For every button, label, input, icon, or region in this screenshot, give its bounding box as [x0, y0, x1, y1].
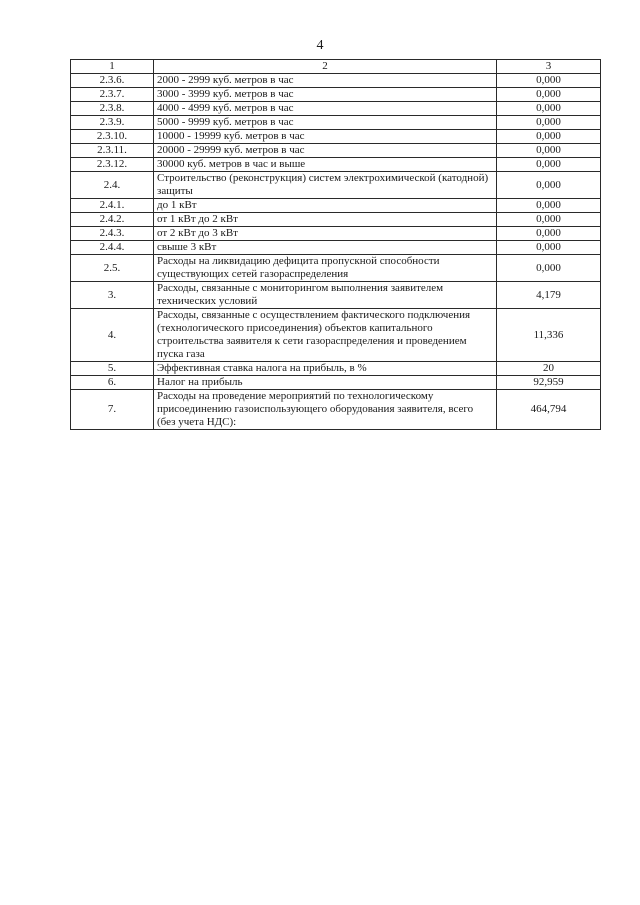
row-description: Расходы, связанные с мониторингом выполнения заявителем технических условий	[154, 282, 497, 309]
row-description: Эффективная ставка налога на прибыль, в %	[154, 362, 497, 376]
row-description: до 1 кВт	[154, 199, 497, 213]
row-number: 2.3.10.	[71, 130, 154, 144]
table-row	[71, 144, 601, 158]
table-row	[71, 102, 601, 116]
row-number: 3.	[71, 282, 154, 309]
table-row	[71, 390, 601, 430]
row-value: 92,959	[497, 376, 601, 390]
row-number: 2.4.3.	[71, 227, 154, 241]
table-row	[71, 255, 601, 282]
row-number: 5.	[71, 362, 154, 376]
row-description: 20000 - 29999 куб. метров в час	[154, 144, 497, 158]
row-value: 0,000	[497, 213, 601, 227]
tariff-table	[70, 59, 601, 430]
row-description: от 2 кВт до 3 кВт	[154, 227, 497, 241]
row-description: Налог на прибыль	[154, 376, 497, 390]
table-row	[71, 376, 601, 390]
row-value: 0,000	[497, 255, 601, 282]
row-value: 0,000	[497, 116, 601, 130]
row-number: 6.	[71, 376, 154, 390]
row-value: 0,000	[497, 88, 601, 102]
table-header-row	[71, 60, 601, 74]
column-header-1: 1	[71, 60, 154, 74]
table-row	[71, 241, 601, 255]
row-number: 2.5.	[71, 255, 154, 282]
table-row	[71, 172, 601, 199]
row-description: Строительство (реконструкция) систем электрохимической (катодной) защиты	[154, 172, 497, 199]
column-header-3: 3	[497, 60, 601, 74]
row-number: 2.4.	[71, 172, 154, 199]
row-description: от 1 кВт до 2 кВт	[154, 213, 497, 227]
table-row	[71, 362, 601, 376]
row-value: 464,794	[497, 390, 601, 430]
row-description: 4000 - 4999 куб. метров в час	[154, 102, 497, 116]
row-description: 2000 - 2999 куб. метров в час	[154, 74, 497, 88]
row-description: свыше 3 кВт	[154, 241, 497, 255]
row-value: 0,000	[497, 241, 601, 255]
row-number: 2.3.8.	[71, 102, 154, 116]
table-row	[71, 282, 601, 309]
table-body	[71, 74, 601, 430]
column-header-2: 2	[154, 60, 497, 74]
row-value: 0,000	[497, 199, 601, 213]
table-row	[71, 130, 601, 144]
row-description: Расходы, связанные с осуществлением фактического подключения (технологического присоединения) объектов капитального строительства заявителя к сети газораспределения и проведением пуска газа	[154, 309, 497, 362]
row-description: Расходы на проведение мероприятий по технологическому присоединению газоиспользующего оборудования заявителя, всего (без учета НДС):	[154, 390, 497, 430]
row-number: 2.4.2.	[71, 213, 154, 227]
table-row	[71, 158, 601, 172]
row-value: 20	[497, 362, 601, 376]
row-description: 30000 куб. метров в час и выше	[154, 158, 497, 172]
table-row	[71, 227, 601, 241]
row-number: 7.	[71, 390, 154, 430]
row-value: 0,000	[497, 102, 601, 116]
row-value: 0,000	[497, 158, 601, 172]
row-number: 2.4.4.	[71, 241, 154, 255]
row-description: 10000 - 19999 куб. метров в час	[154, 130, 497, 144]
table-row	[71, 116, 601, 130]
table-row	[71, 88, 601, 102]
row-number: 2.4.1.	[71, 199, 154, 213]
row-description: Расходы на ликвидацию дефицита пропускной способности существующих сетей газораспределения	[154, 255, 497, 282]
table-row	[71, 74, 601, 88]
row-value: 0,000	[497, 172, 601, 199]
row-number: 2.3.6.	[71, 74, 154, 88]
row-description: 3000 - 3999 куб. метров в час	[154, 88, 497, 102]
row-number: 4.	[71, 309, 154, 362]
row-number: 2.3.9.	[71, 116, 154, 130]
row-value: 0,000	[497, 130, 601, 144]
row-value: 11,336	[497, 309, 601, 362]
row-number: 2.3.11.	[71, 144, 154, 158]
row-value: 0,000	[497, 144, 601, 158]
table-row	[71, 199, 601, 213]
row-description: 5000 - 9999 куб. метров в час	[154, 116, 497, 130]
row-value: 0,000	[497, 74, 601, 88]
table-row	[71, 213, 601, 227]
row-number: 2.3.7.	[71, 88, 154, 102]
row-number: 2.3.12.	[71, 158, 154, 172]
row-value: 0,000	[497, 227, 601, 241]
row-value: 4,179	[497, 282, 601, 309]
page-number: 4	[316, 38, 324, 53]
table-row	[71, 309, 601, 362]
